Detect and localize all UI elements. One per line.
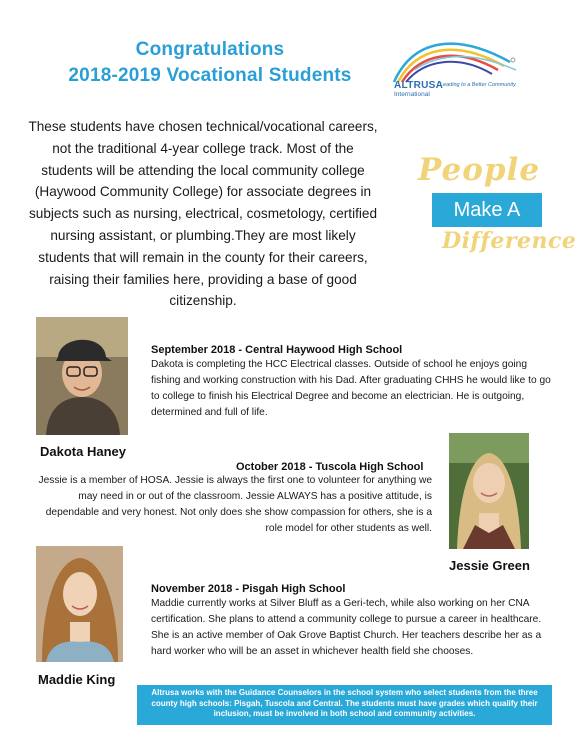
altrusa-logo <box>392 30 520 102</box>
title-line-2: 2018-2019 Vocational Students <box>68 65 352 86</box>
logo-sub: International <box>394 91 430 98</box>
student-name-dakota: Dakota Haney <box>40 444 126 459</box>
student-text-maddie: Maddie currently works at Silver Bluff as a Geri-tech, while also working on her CNA certification. She plans to attend a community college to pursue a career in healthcare. She is an active member of Oak Grove Baptist Church. Her teachers describe her as a hard worker who will be an asset in whichever health field she chooses. <box>151 598 542 657</box>
student-text-jessie: Jessie is a member of HOSA. Jessie is always the first one to volunteer for anything we may need in or out of the classroom. Jessie ALWAYS has a positive attitude, is dependable and very honest. Not only does she show compassion for others, she is a role model for other students as well. <box>38 475 432 534</box>
slogan-people: People <box>418 152 541 188</box>
logo-name: ALTRUSA <box>394 80 444 91</box>
footer-note: Altrusa works with the Guidance Counselors in the school system who select students from the three county high schools: Pisgah, Tuscola and Central. The students must have grades which qualify their inclusion, must be involved in both school and community activities. <box>137 685 552 725</box>
intro-paragraph: These students have chosen technical/vocational careers, not the traditional 4-year college track. Most of the students will be attending the local community college (Haywood Community College) for associate degrees in subjects such as nursing, electrical, cosmetology, certified nursing assistant, or plumbing.They are most likely students that will remain in the county for their careers, raising their families here, providing a base of good citizenship. <box>28 119 378 309</box>
student-heading-maddie: November 2018 - Pisgah High School <box>151 583 346 595</box>
student-photo-maddie <box>36 546 123 662</box>
student-heading-jessie: October 2018 - Tuscola High School <box>236 461 424 473</box>
logo-tagline: Leading to a Better Community <box>440 82 516 88</box>
student-photo-jessie <box>449 433 529 549</box>
slogan-make-a: Make A <box>432 193 542 227</box>
slogan-difference: Difference <box>442 228 577 254</box>
student-name-jessie: Jessie Green <box>449 558 530 573</box>
student-photo-dakota <box>36 317 128 435</box>
title-line-1: Congratulations <box>135 39 285 60</box>
student-text-dakota: Dakota is completing the HCC Electrical classes. Outside of school he enjoys going fishing and working construction with his Dad. After graduating CHHS he would like to go to college to finish his Electrical Degree and become an electrician. He is outgoing, determined and full of life. <box>151 359 551 418</box>
student-name-maddie: Maddie King <box>38 672 116 687</box>
student-heading-dakota: September 2018 - Central Haywood High School <box>151 344 403 356</box>
